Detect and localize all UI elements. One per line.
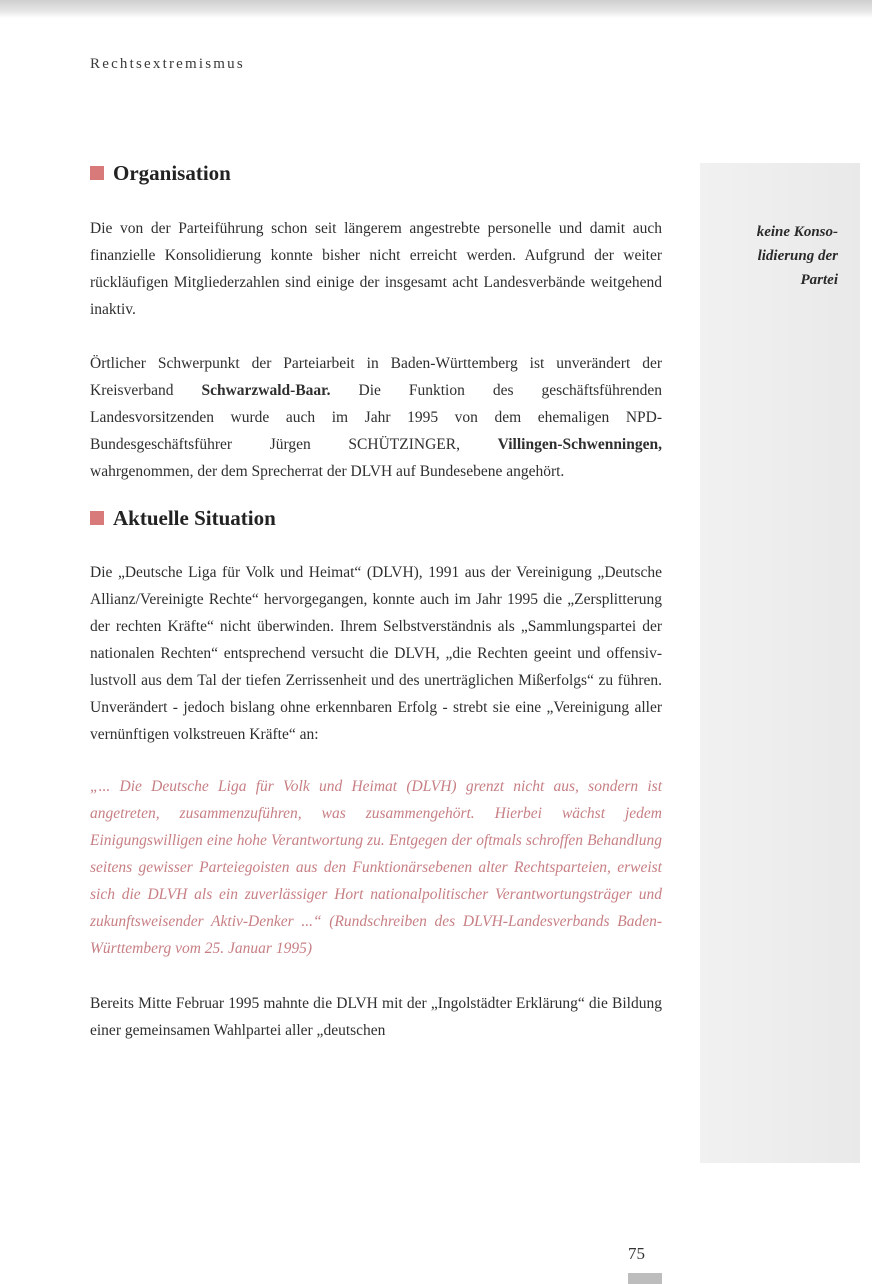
quote-rundschreiben: „... Die Deutsche Liga für Volk und Heimat (DLVH) grenzt nicht aus, sondern ist angetreten, zusammenzuführen, was zusammengehört. Hierbei wächst jedem Einigungswilligen eine hohe Verantwortung zu. Entgegen der oftmals schroffen Behandlung seitens gewisser Parteiegoisten aus den Funktionärsebenen alter Rechtsparteien, erweist sich die DLVH als ein zuverlässiger Hort nationalpolitischer Verantwortungsträger und zukunftsweisender Aktiv-Denker ...“ (Rundschreiben des DLVH-Landesverbands Baden-Württemberg vom 25. Januar 1995)	[90, 778, 662, 957]
paragraph-schwerpunkt	[90, 350, 662, 485]
scan-top-edge	[0, 0, 872, 18]
paragraph-ingolstadt: Bereits Mitte Februar 1995 mahnte die DLVH mit der „Ingolstädter Erklärung“ die Bildung einer gemeinsamen Wahlpartei aller „deutschen	[90, 995, 662, 1039]
section-title: Organisation	[113, 160, 231, 185]
main-content	[90, 158, 662, 1044]
bold-city: Villingen-Schwenningen,	[497, 436, 662, 453]
margin-note-line: Partei	[800, 272, 838, 288]
page-number: 75	[628, 1244, 645, 1263]
margin-note-line: keine Konso-	[756, 224, 838, 240]
text-run: Die Funktion des geschäftsführenden Landesvorsitzenden wurde auch im Jahr 1995 von dem ehemaligen NPD-Bundesgeschäftsführer Jürgen SCHÜTZINGER,	[90, 382, 662, 453]
section-heading-aktuelle	[90, 503, 662, 533]
section-bullet-icon	[90, 511, 104, 525]
section-heading-organisation	[90, 158, 662, 188]
margin-note-line: lidierung der	[757, 248, 838, 264]
margin-note	[702, 220, 838, 292]
paragraph-consolidation: Die von der Parteiführung schon seit längerem angestrebte personelle und damit auch finanzielle Konsolidierung konnte bisher nicht erreicht werden. Aufgrund der weiter rückläufigen Mitgliederzahlen sind einige der insgesamt acht Landesverbände weitgehend inaktiv.	[90, 220, 662, 318]
page-tab-marker	[628, 1273, 662, 1284]
paragraph-dlvh: Die „Deutsche Liga für Volk und Heimat“ (DLVH), 1991 aus der Vereinigung „Deutsche Allianz/Vereinigte Rechte“ hervorgegangen, konnte auch im Jahr 1995 die „Zersplitterung der rechten Kräfte“ nicht überwinden. Ihrem Selbstverständnis als „Sammlungspartei der nationalen Rechten“ entsprechend versucht die DLVH, „die Rechten geeint und offensiv-lustvoll aus dem Tal der tiefen Zerrissenheit und des unerträglichen Mißerfolgs“ zu führen. Unverändert - jedoch bislang ohne erkennbaren Erfolg - strebt sie eine „Vereinigung aller vernünftigen volkstreuen Kräfte“ an:	[90, 564, 662, 743]
text-run: Örtlicher Schwerpunkt der Parteiarbeit in Baden-Württemberg ist unverändert der Kreisverband	[90, 355, 662, 399]
running-head: Rechtsextremismus	[90, 56, 245, 72]
bold-kreisverband: Schwarzwald-Baar.	[201, 382, 331, 399]
section-bullet-icon	[90, 166, 104, 180]
margin-sidebar	[700, 163, 860, 1163]
section-title: Aktuelle Situation	[113, 505, 276, 530]
text-run: wahrgenommen, der dem Sprecherrat der DLVH auf Bundesebene angehört.	[90, 463, 565, 480]
